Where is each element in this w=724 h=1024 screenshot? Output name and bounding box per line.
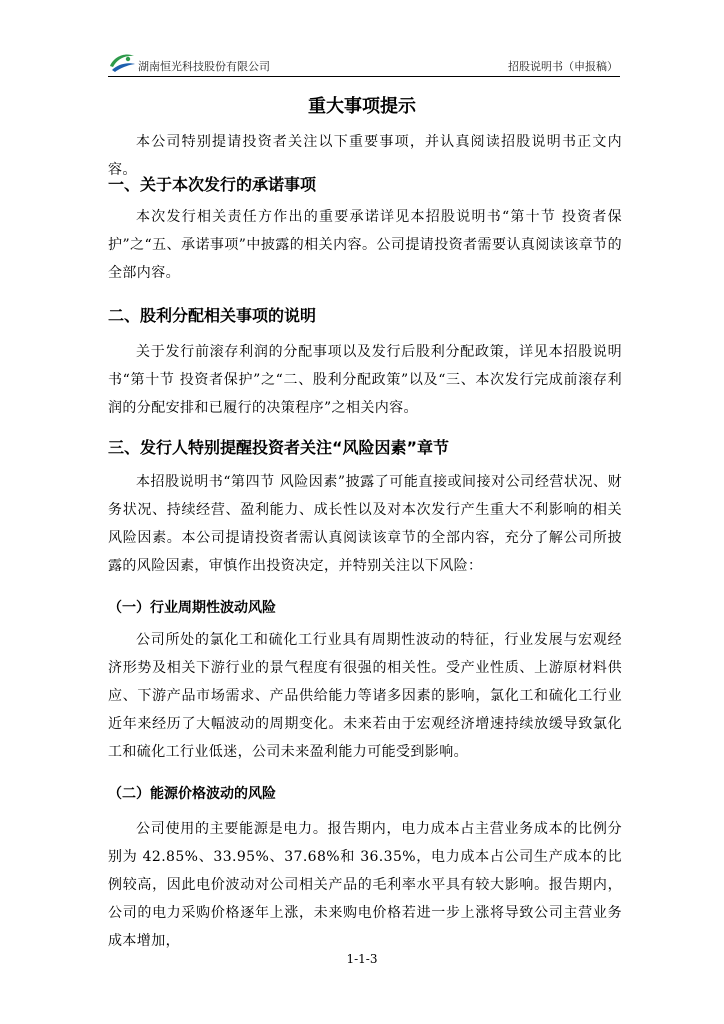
page-title: 重大事项提示 [308,96,416,117]
subsection-paragraph-2: 公司使用的主要能源是电力。报告期内，电力成本占主营业务成本的比例分别为 42.85%、33.95%、37.68%和 36.35%，电力成本占公司生产成本的比例较高，因此电价波动对公司相关产品的毛利率水平具有较大影响。报告期内，公司的电力采购价格逐年上涨，未来购电价格若进一步上涨将导致公司主营业务成本增加， [108,821,622,949]
header-document-title: 招股说明书（申报稿） [508,60,618,73]
header-company-name: 湖南恒光科技股份有限公司 [138,60,270,73]
intro-paragraph: 本公司特别提请投资者关注以下重要事项，并认真阅读招股说明书正文内容。 [108,134,622,178]
section-heading-3: 三、发行人特别提醒投资者关注“风险因素”章节 [108,438,450,457]
section-paragraph-2: 关于发行前滚存利润的分配事项以及发行后股利分配政策，详见本招股说明书“第十节 投资者保护”之“二、股利分配政策”以及“三、本次发行完成前滚存利润的分配安排和已履行的决策程序”之相关内容。 [108,344,622,416]
company-logo-icon [108,50,136,74]
subsection-paragraph-1: 公司所处的氯化工和硫化工行业具有周期性波动的特征，行业发展与宏观经济形势及相关下游行业的景气程度有很强的相关性。受产业性质、上游原材料供应、下游产品市场需求、产品供给能力等诸多因素的影响，氯化工和硫化工行业近年来经历了大幅波动的周期变化。未来若由于宏观经济增速持续放缓导致氯化工和硫化工行业低迷，公司未来盈利能力可能受到影响。 [108,632,622,760]
subsection-heading-1: （一）行业周期性波动风险 [108,600,276,616]
section-heading-1: 一、关于本次发行的承诺事项 [108,175,317,194]
subsection-heading-2: （二）能源价格波动的风险 [108,786,276,802]
header-divider [108,76,620,77]
section-heading-2: 二、股利分配相关事项的说明 [108,306,317,325]
section-paragraph-1: 本次发行相关责任方作出的重要承诺详见本招股说明书“第十节 投资者保护”之“五、承诺事项”中披露的相关内容。公司提请投资者需要认真阅读该章节的全部内容。 [108,209,622,281]
section-paragraph-3: 本招股说明书“第四节 风险因素”披露了可能直接或间接对公司经营状况、财务状况、持续经营、盈利能力、成长性以及对本次发行产生重大不利影响的相关风险因素。本公司提请投资者需认真阅读该章节的全部内容，充分了解公司所披露的风险因素，审慎作出投资决定，并特别关注以下风险： [108,474,622,574]
page-header [108,48,620,78]
page-number: 1-1-3 [346,952,378,966]
